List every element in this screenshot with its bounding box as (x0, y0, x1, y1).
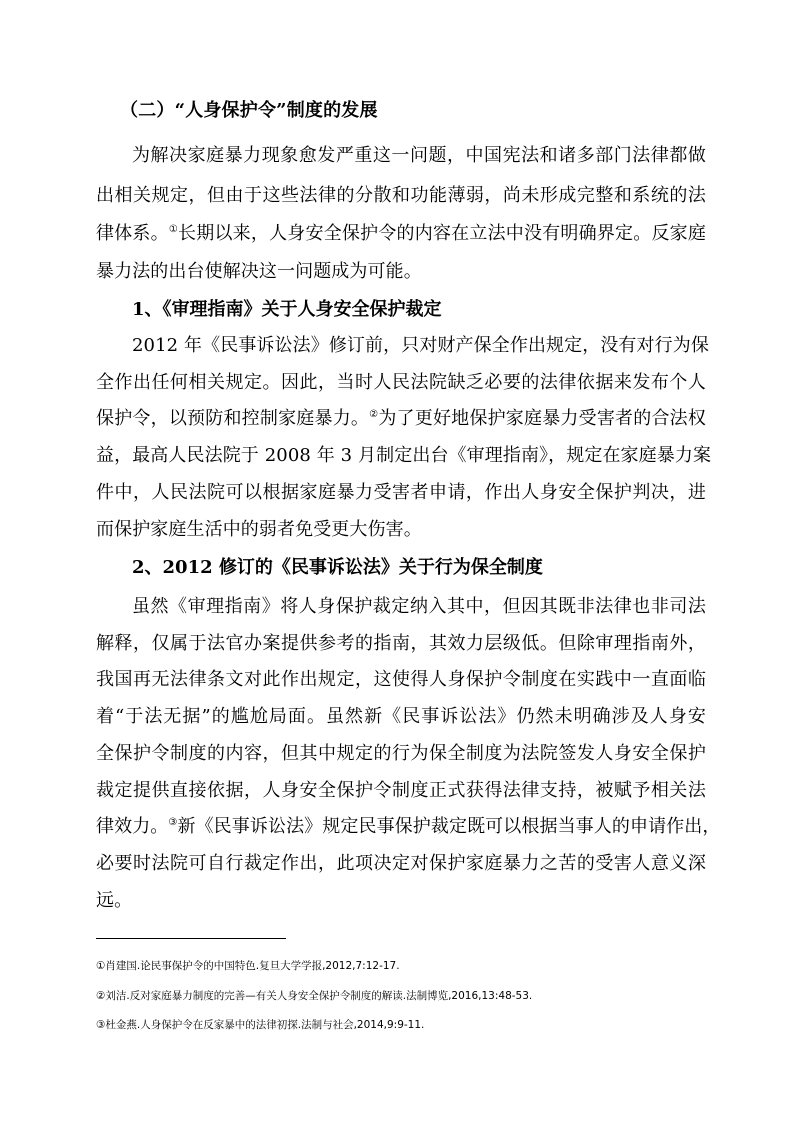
paragraph-line: 益，最高人民法院于 2008 年 3 月制定出台《审理指南》，规定在家庭暴力案 (96, 445, 712, 466)
paragraph-line: 裁定提供直接依据，人身安全保护令制度正式获得法律支持，被赋予相关法 (96, 780, 706, 801)
paragraph-line: 而保护家庭生活中的弱者免受更大伤害。 (96, 519, 422, 540)
paragraph-text: 新《民事诉讼法》规定民事保护裁定既可以根据当事人的申请作出， (177, 816, 721, 837)
paragraph-line (96, 812, 721, 838)
paragraph-line: 着“于法无据”的尴尬局面。虽然新《民事诉讼法》仍然未明确涉及人身安 (96, 706, 706, 727)
paragraph-line: 解释，仅属于法官办案提供参考的指南，其效力层级低。但除审理指南外， (96, 633, 706, 654)
paragraph-text: 律效力。 (96, 816, 169, 837)
paragraph-line: 全作出任何相关规定。因此，当时人民法院缺乏必要的法律依据来发布个人 (96, 372, 706, 393)
subsection-heading-1: 1、《审理指南》关于人身安全保护裁定 (132, 299, 442, 320)
paragraph-text: 保护令，以预防和控制家庭暴力。 (96, 408, 370, 429)
footnote-ref-2[interactable]: ② (369, 409, 379, 420)
footnote-ref-3[interactable]: ③ (168, 817, 178, 828)
footnote-1: ①肖建国.论民事保护令的中国特色.复旦大学学报,2012,7:12-17. (96, 960, 400, 972)
paragraph-line (96, 219, 706, 245)
paragraph-line: 出相关规定，但由于这些法律的分散和功能薄弱，尚未形成完整和系统的法 (96, 185, 706, 206)
paragraph-line: 2012 年《民事诉讼法》修订前，只对财产保全作出规定，没有对行为保 (132, 335, 709, 356)
paragraph-text: 长期以来，人身安全保护令的内容在立法中没有明确界定。反家庭 (178, 223, 706, 244)
paragraph-line: 全保护令制度的内容，但其中规定的行为保全制度为法院签发人身安全保护 (96, 743, 706, 764)
footnote-3: ③杜金燕.人身保护令在反家暴中的法律初探.法制与社会,2014,9:9-11. (96, 1019, 425, 1031)
paragraph-line (96, 404, 706, 430)
paragraph-line: 暴力法的出台使解决这一问题成为可能。 (96, 261, 422, 282)
paragraph-line: 件中，人民法院可以根据家庭暴力受害者申请，作出人身安全保护判决，进 (96, 482, 706, 503)
footnote-separator (96, 938, 286, 939)
paragraph-line: 我国再无法律条文对此作出规定，这使得人身保护令制度在实践中一直面临 (96, 669, 706, 690)
footnote-2: ②刘洁.反对家庭暴力制度的完善—有关人身安全保护令制度的解读.法制博览,2016,13:48-53. (96, 990, 533, 1002)
footnote-ref-1[interactable]: ① (168, 224, 179, 235)
paragraph-text: 为了更好地保护家庭暴力受害者的合法权 (378, 408, 706, 429)
section-heading: （二）“人身保护令”制度的发展 (120, 100, 378, 121)
paragraph-line: 为解决家庭暴力现象愈发严重这一问题，中国宪法和诸多部门法律都做 (132, 145, 706, 166)
subsection-heading-2: 2、2012 修订的《民事诉讼法》关于行为保全制度 (132, 557, 543, 578)
paragraph-text: 律体系。 (96, 223, 169, 244)
paragraph-line: 必要时法院可自行裁定作出，此项决定对保护家庭暴力之苦的受害人意义深 (96, 853, 706, 874)
paragraph-line: 远。 (96, 890, 133, 911)
paragraph-line: 虽然《审理指南》将人身保护裁定纳入其中，但因其既非法律也非司法 (132, 596, 706, 617)
